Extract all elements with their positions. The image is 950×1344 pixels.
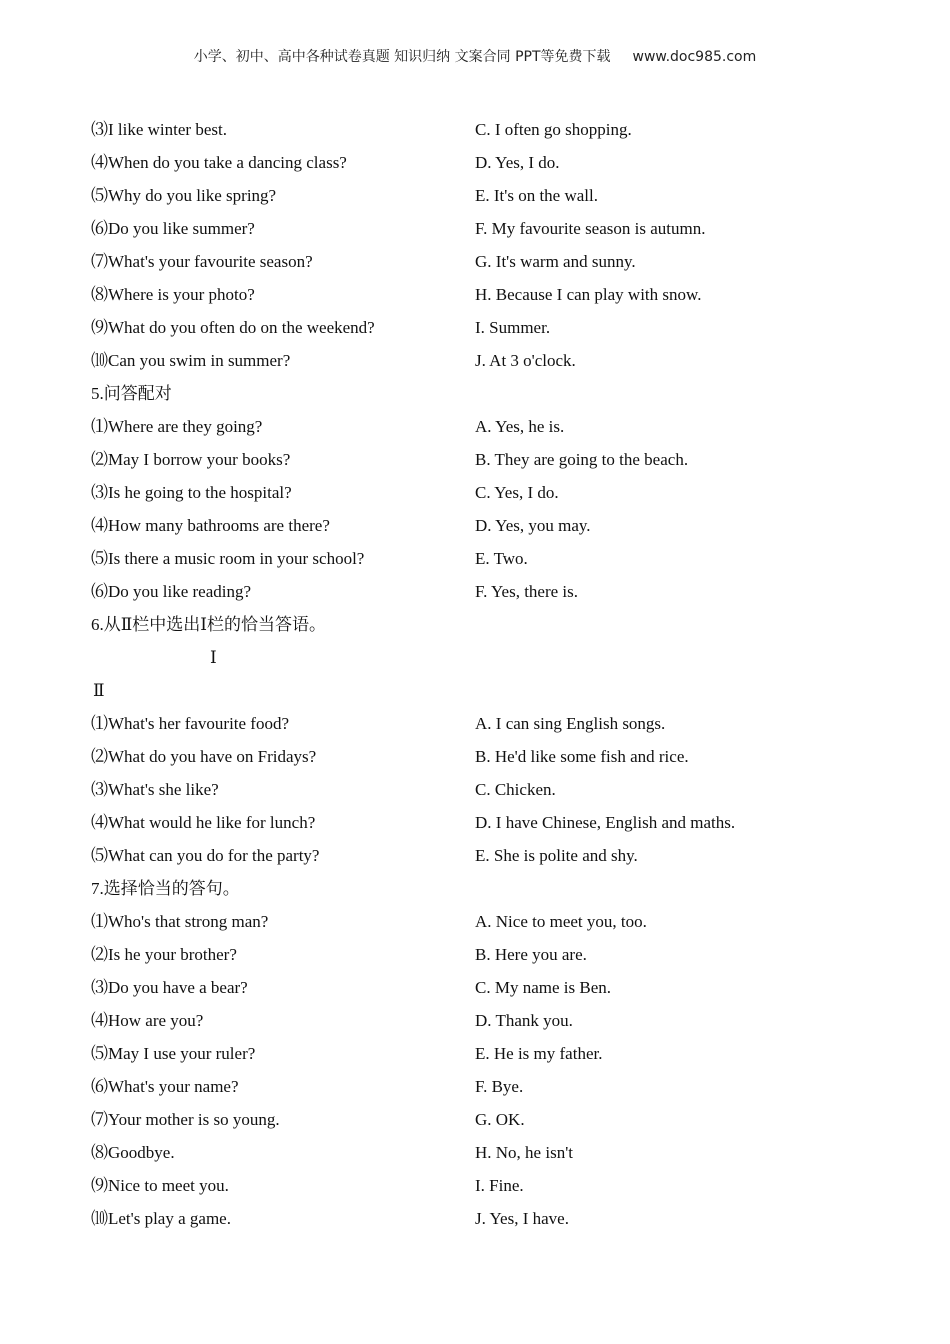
question: ⑺Your mother is so young. [91,1110,280,1129]
match-row [91,447,871,480]
answer: A. I can sing English songs. [475,714,666,733]
answer: I. Fine. [475,1176,524,1195]
answer: E. It's on the wall. [475,186,598,205]
match-row [91,480,871,513]
match-row [91,975,871,1008]
match-row [91,1008,871,1041]
answer: I. Summer. [475,318,551,337]
question: ⑴Who's that strong man? [91,912,269,931]
answer: A. Nice to meet you, too. [475,912,647,931]
match-row [91,909,871,942]
match-row [91,1206,871,1239]
column-header-2 [91,678,871,711]
match-row [91,810,871,843]
question: ⑴What's her favourite food? [91,714,290,733]
answer: E. Two. [475,549,528,568]
worksheet-content [91,117,871,1239]
column-label: Ⅱ [93,681,105,700]
match-row [91,1041,871,1074]
answer: D. Thank you. [475,1011,573,1030]
match-row [91,249,871,282]
answer: B. He'd like some fish and rice. [475,747,689,766]
question: ⑸Is there a music room in your school? [91,549,365,568]
question: ⑵What do you have on Fridays? [91,747,317,766]
match-row [91,711,871,744]
answer: J. Yes, I have. [475,1209,569,1228]
question: ⑷When do you take a dancing class? [91,153,347,172]
question: ⑹Do you like summer? [91,219,255,238]
section-6 [91,612,871,876]
match-row [91,183,871,216]
answer: E. He is my father. [475,1044,603,1063]
question: ⑸Why do you like spring? [91,186,277,205]
section-title [91,381,871,414]
match-row [91,513,871,546]
match-row [91,348,871,381]
section-title [91,612,871,645]
match-row [91,315,871,348]
answer: B. Here you are. [475,945,587,964]
answer: B. They are going to the beach. [475,450,689,469]
header-site: www.doc985.com [632,49,757,65]
question: ⑴Where are they going? [91,417,263,436]
answer: C. Yes, I do. [475,483,559,502]
match-row [91,1140,871,1173]
answer: F. My favourite season is autumn. [475,219,706,238]
section-title-text: 7.选择恰当的答句。 [91,879,240,898]
match-row [91,1173,871,1206]
question: ⑷What would he like for lunch? [91,813,316,832]
question: ⑷How are you? [91,1011,204,1030]
match-row [91,414,871,447]
match-row [91,282,871,315]
answer: F. Yes, there is. [475,582,579,601]
question: ⑼What do you often do on the weekend? [91,318,375,337]
answer: J. At 3 o'clock. [475,351,576,370]
question: ⑶What's she like? [91,780,219,799]
question: ⑻Goodbye. [91,1143,175,1162]
answer: D. Yes, I do. [475,153,560,172]
answer: G. It's warm and sunny. [475,252,636,271]
question: ⑸What can you do for the party? [91,846,320,865]
match-row [91,843,871,876]
match-row [91,579,871,612]
section-title [91,876,871,909]
section-5 [91,381,871,612]
question: ⑶I like winter best. [91,120,227,139]
question: ⑵May I borrow your books? [91,450,291,469]
column-header-1 [91,645,871,678]
question: ⑸May I use your ruler? [91,1044,256,1063]
column-label: Ⅰ [210,648,217,667]
question: ⑶Do you have a bear? [91,978,248,997]
match-row [91,942,871,975]
match-row [91,777,871,810]
question: ⑼Nice to meet you. [91,1176,229,1195]
answer: C. I often go shopping. [475,120,632,139]
question: ⑺What's your favourite season? [91,252,313,271]
question: ⑹What's your name? [91,1077,239,1096]
question: ⑷How many bathrooms are there? [91,516,330,535]
answer: F. Bye. [475,1077,524,1096]
question: ⑽Let's play a game. [91,1209,231,1228]
answer: C. Chicken. [475,780,556,799]
question: ⑵Is he your brother? [91,945,237,964]
section-7 [91,876,871,1239]
answer: H. No, he isn't [475,1143,573,1162]
answer: H. Because I can play with snow. [475,285,702,304]
match-row [91,1107,871,1140]
section-4 [91,117,871,381]
section-title-text: 6.从Ⅱ栏中选出Ⅰ栏的恰当答语。 [91,615,327,634]
answer: A. Yes, he is. [475,417,565,436]
section-title-text: 5.问答配对 [91,384,172,403]
answer: G. OK. [475,1110,525,1129]
question: ⑽Can you swim in summer? [91,351,291,370]
header-text: 小学、初中、高中各种试卷真题 知识归纳 文案合同 PPT等免费下载 [193,49,611,65]
answer: E. She is polite and shy. [475,846,638,865]
match-row [91,546,871,579]
question: ⑻Where is your photo? [91,285,255,304]
question: ⑶Is he going to the hospital? [91,483,292,502]
match-row [91,216,871,249]
page-header [0,46,950,66]
answer: C. My name is Ben. [475,978,611,997]
match-row [91,150,871,183]
match-row [91,1074,871,1107]
match-row [91,117,871,150]
question: ⑹Do you like reading? [91,582,252,601]
match-row [91,744,871,777]
answer: D. I have Chinese, English and maths. [475,813,736,832]
answer: D. Yes, you may. [475,516,591,535]
